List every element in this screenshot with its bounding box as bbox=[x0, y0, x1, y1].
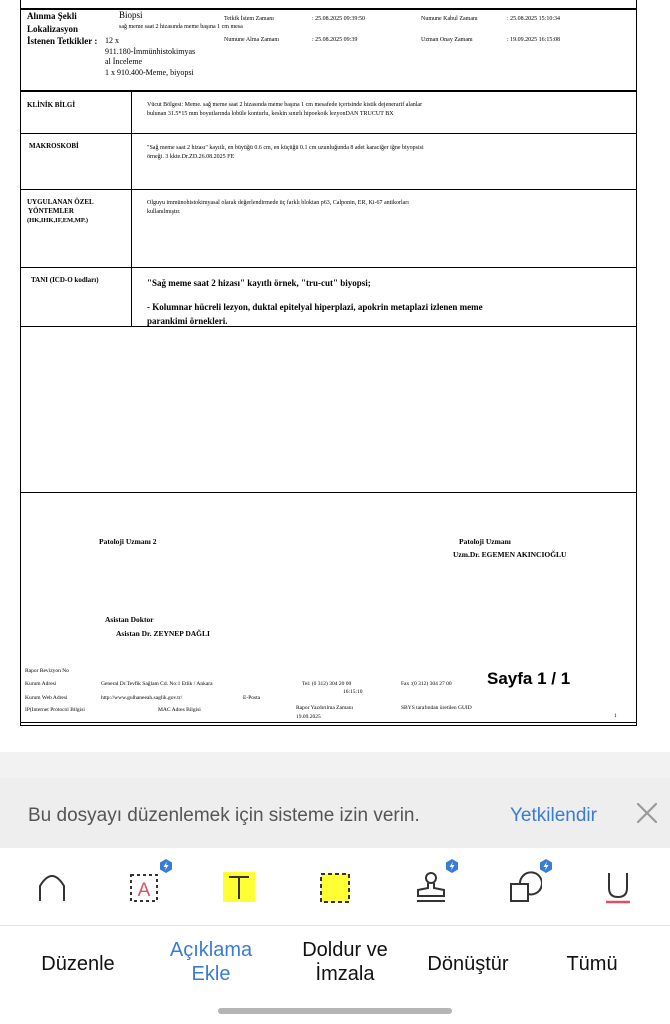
tab-all[interactable]: Tümü bbox=[566, 953, 618, 975]
tab-annotate[interactable]: Açıklama Ekle bbox=[169, 939, 253, 985]
rule bbox=[21, 90, 636, 92]
print-clock: 16:15:10 bbox=[343, 689, 363, 695]
print-time-label: Rapor Yazdırılma Zamanı bbox=[296, 705, 353, 711]
test-line: 911.180-İmmünhistokimyas bbox=[105, 46, 196, 56]
highlight-text-icon[interactable] bbox=[222, 868, 256, 904]
diagnosis-line: "Sağ meme saat 2 hizası" kayıtlı örnek, "tru-cut" biyopsi; bbox=[147, 278, 371, 288]
localization-label: Lokalizasyon bbox=[27, 24, 79, 34]
diagnosis-line: parankimi örnekleri. bbox=[147, 316, 228, 326]
methods-text bbox=[147, 199, 409, 217]
collect-time-value: : 25.08.2025 09:39 bbox=[312, 37, 358, 43]
draw-icon[interactable] bbox=[35, 868, 69, 904]
macro-line: örneği. 3 kkte.Dr.ZD.26.08.2025 FE bbox=[147, 154, 235, 160]
pathologist-name: Uzm.Dr. EGEMEN AKINCIOĞLU bbox=[453, 550, 567, 559]
localization-value: sağ meme saat 2 hizasında meme başına 1 cm mesa bbox=[119, 24, 243, 30]
annotation-toolbar bbox=[0, 848, 670, 926]
email-label: E-Posta bbox=[243, 695, 261, 701]
column-divider bbox=[131, 91, 132, 327]
page-number: 1 bbox=[614, 713, 617, 719]
test-line: al İnceleme bbox=[105, 57, 143, 66]
methods-label bbox=[27, 198, 94, 225]
address-value: General Dr.Tevfik Sağlam Cd. No:1 Etlik / Ankara bbox=[101, 681, 213, 687]
clinical-line: Vücut Bölgesi: Meme. sağ meme saat 2 hizasında meme başına 1 cm mesafede içerisinde kistik dejenerarif alanlar bbox=[147, 102, 423, 108]
rule bbox=[21, 326, 636, 327]
tab-convert[interactable]: Dönüştür bbox=[427, 953, 509, 975]
rule bbox=[21, 8, 636, 10]
diagnosis-line: - Kolumnar hücreli lezyon, duktal epitelyal hiperplazi, apokrin metaplazi izlenen meme bbox=[147, 302, 483, 312]
close-icon[interactable] bbox=[634, 800, 660, 826]
assistant-title: Asistan Doktor bbox=[105, 615, 154, 624]
svg-text:A: A bbox=[137, 880, 151, 901]
diagnosis-label: TANI (ICD-O kodları) bbox=[31, 276, 99, 284]
tests-list bbox=[105, 36, 195, 78]
fax-number: Fax :(0 312) 304 27 00 bbox=[401, 681, 452, 687]
page-indicator: Sayfa 1 / 1 bbox=[487, 669, 571, 688]
clinical-text bbox=[147, 101, 422, 119]
underline-icon[interactable] bbox=[602, 868, 636, 904]
methods-line: kullanılmıştır. bbox=[147, 209, 181, 215]
rule bbox=[21, 133, 636, 134]
assistant-name: Asistan Dr. ZEYNEP DAĞLI bbox=[116, 629, 210, 638]
ip-label: IP(Internet Protocol Bilgisi bbox=[25, 707, 85, 713]
test-line: 12 x bbox=[105, 36, 119, 45]
premium-badge-icon bbox=[158, 858, 174, 874]
request-time-value: : 25.08.2025 09:39:50 bbox=[312, 16, 366, 22]
macro-text bbox=[147, 144, 424, 162]
rule bbox=[21, 189, 636, 190]
phone-number: Tel: (0 312) 304 20 00 bbox=[302, 681, 352, 687]
pdf-page bbox=[20, 0, 637, 726]
macro-label: MAKROSKOBİ bbox=[29, 142, 79, 150]
revision-label: Rapor Revizyon No bbox=[25, 668, 69, 674]
rule bbox=[21, 722, 636, 723]
area-highlight-icon[interactable] bbox=[318, 868, 352, 904]
accept-time-value: : 25.08.2025 15:10:34 bbox=[507, 16, 561, 22]
request-time-label: Tetkik İstem Zamanı bbox=[224, 16, 274, 22]
address-label: Kurum Adresi bbox=[25, 681, 57, 687]
tab-fill-sign[interactable]: Doldur ve İmzala bbox=[302, 939, 388, 985]
accept-time-label: Numune Kabul Zamanı bbox=[421, 16, 478, 22]
methods-label-line: (HK,IHK,IF,EM,MP.) bbox=[27, 217, 89, 224]
premium-badge-icon bbox=[444, 858, 460, 874]
clinical-line: bulunan 31.5*15 mm boyutlarında lobüle konturlu, keskin sınırlı hipoekoik lezyonDAN TRUCUT BX bbox=[147, 111, 394, 117]
banner-message: Bu dosyayı düzenlemek için sisteme izin verin. bbox=[28, 805, 420, 826]
methods-label-line: YÖNTEMLER bbox=[28, 207, 74, 215]
collect-time-label: Numune Alma Zamanı bbox=[224, 37, 279, 43]
clinical-label: KLİNİK BİLGİ bbox=[27, 101, 76, 109]
premium-badge-icon bbox=[538, 858, 554, 874]
print-date: 19.09.2025 bbox=[296, 714, 321, 720]
guid-label: SBYS tarafından üretilen GUID bbox=[401, 705, 472, 711]
rule bbox=[21, 492, 636, 493]
tests-label: İstenen Tetkikler : bbox=[27, 36, 98, 46]
mac-label: MAC Adres Bilgisi bbox=[158, 707, 201, 713]
authorize-button[interactable]: Yetkilendir bbox=[510, 805, 597, 826]
text-box-icon[interactable] bbox=[128, 868, 162, 904]
approve-time-label: Uzman Onay Zamanı bbox=[421, 37, 473, 43]
home-indicator[interactable] bbox=[218, 1008, 452, 1014]
rule bbox=[21, 267, 636, 268]
approve-time-value: : 19.09.2025 16:15:08 bbox=[507, 37, 561, 43]
tab-edit[interactable]: Düzenle bbox=[41, 953, 115, 975]
macro-line: "Sağ meme saat 2 hizası" kayıtlı, en büyüğü 0.6 cm, en küçüğü 0.1 cm uzunluğunda 8 adet karaciğer iğne biyopsisi bbox=[147, 145, 424, 151]
web-label: Kurum Web Adresi bbox=[25, 695, 68, 701]
sample-type-label: Alınma Şekli bbox=[27, 11, 77, 21]
test-line: 1 x 910.400-Meme, biyopsi bbox=[105, 67, 194, 77]
stamp-icon[interactable] bbox=[414, 868, 448, 904]
pathologist-title: Patoloji Uzmanı bbox=[459, 537, 511, 546]
methods-line: Olguyu immünohistokimyasal olarak değerlendirmede üç farklı bloktan p63, Calponin, ER, Ki-67 antikorları bbox=[147, 200, 409, 206]
permission-banner bbox=[0, 752, 670, 848]
web-value: http://www.gulhaneeah.saglik.gov.tr/ bbox=[101, 695, 183, 701]
shapes-icon[interactable] bbox=[508, 868, 542, 904]
sample-type-value: Biopsi bbox=[119, 10, 143, 20]
pathologist2-title: Patoloji Uzmanı 2 bbox=[99, 537, 157, 546]
methods-label-line: UYGULANAN ÖZEL bbox=[27, 198, 94, 206]
